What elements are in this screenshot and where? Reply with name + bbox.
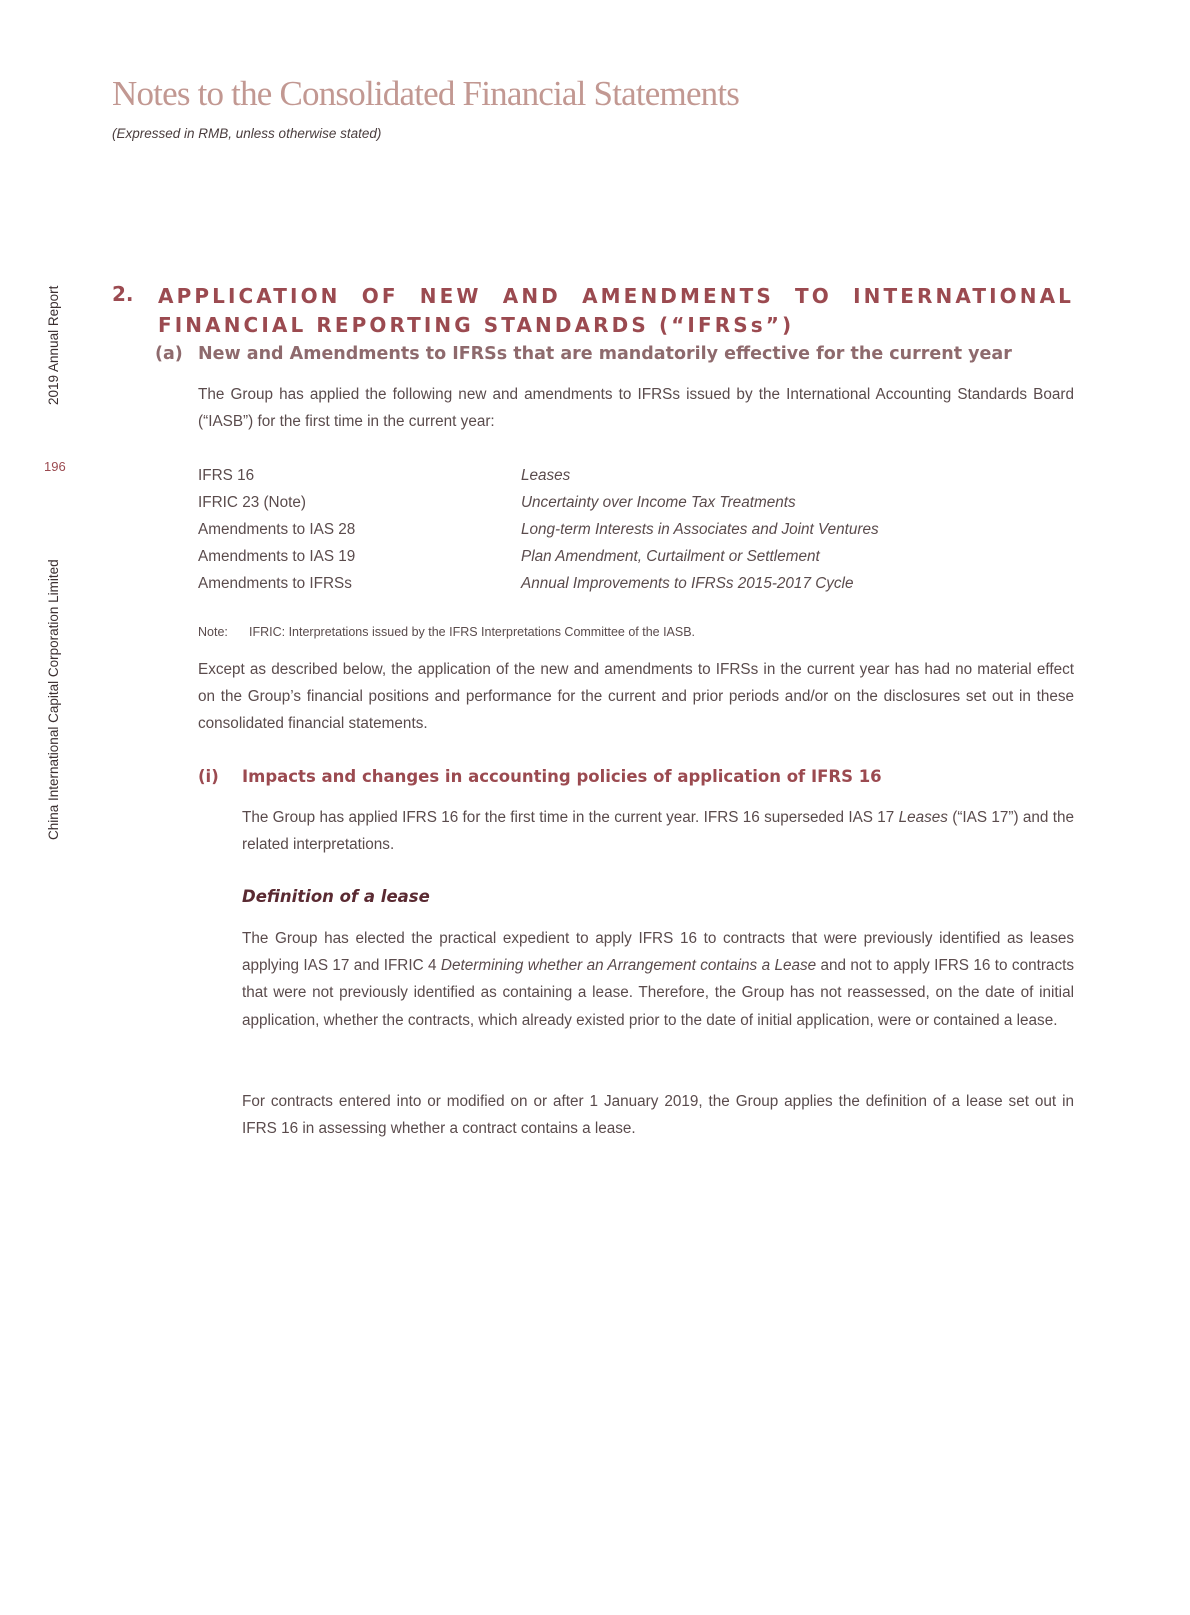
standard-name: Amendments to IAS 19 xyxy=(198,548,356,565)
list-item xyxy=(198,467,571,485)
standard-name: Amendments to IAS 28 xyxy=(198,521,356,538)
standard-title: Leases xyxy=(521,467,571,484)
subsection-a-title: New and Amendments to IFRSs that are mandatorily effective for the current year xyxy=(198,344,1012,364)
list-item xyxy=(198,548,820,566)
list-item xyxy=(198,494,796,512)
italic-term: Determining whether an Arrangement contains a Lease xyxy=(440,957,817,975)
effect-paragraph: Except as described below, the application of the new and amendments to IFRSs in the current year has had no material effect on the Group’s financial positions and performance for the current and prior periods and/or on the disclosures set out in these consolidated financial statements. xyxy=(198,661,1074,733)
page-subtitle: (Expressed in RMB, unless otherwise stated) xyxy=(112,126,382,141)
section-heading xyxy=(112,282,1074,340)
italic-term: Leases xyxy=(898,809,948,826)
practical-expedient-paragraph xyxy=(242,925,1074,1034)
subsection-a-heading xyxy=(155,344,1012,364)
page-number: 196 xyxy=(44,459,66,474)
subsection-i-label: (i) xyxy=(198,767,219,786)
company-name: China International Capital Corporation Limited xyxy=(46,559,61,840)
standard-title: Long-term Interests in Associates and Joint Ventures xyxy=(521,521,879,538)
standard-name: Amendments to IFRSs xyxy=(198,575,352,592)
section-number: 2. xyxy=(112,282,134,306)
subsection-i-heading xyxy=(198,767,882,786)
ifrs16-paragraph xyxy=(242,804,1074,858)
list-item xyxy=(198,575,854,593)
text-segment: (“IAS 17”) and the related interpretations. xyxy=(242,809,1074,854)
note xyxy=(198,625,696,639)
standard-name: IFRIC 23 (Note) xyxy=(198,494,306,511)
text-segment: The Group has applied IFRS 16 for the first time in the current year. IFRS 16 superseded IAS 17 xyxy=(242,809,899,826)
text-segment: The Group has elected the practical expedient to apply IFRS 16 to contracts that were previously identified as leases applying IAS 17 and IFRIC 4 xyxy=(242,930,1074,975)
report-label: 2019 Annual Report xyxy=(46,285,61,405)
contracts-paragraph: For contracts entered into or modified on or after 1 January 2019, the Group applies the definition of a lease set out in IFRS 16 in assessing whether a contract contains a lease. xyxy=(242,1093,1074,1138)
list-item xyxy=(198,521,879,539)
page-title: Notes to the Consolidated Financial Statements xyxy=(112,74,740,113)
definition-heading: Definition of a lease xyxy=(242,887,430,906)
standard-name: IFRS 16 xyxy=(198,467,255,484)
subsection-a-label: (a) xyxy=(155,344,183,364)
text-segment: and not to apply IFRS 16 to contracts that were not previously identified as containing a lease. Therefore, the Group has not reassessed, on the date of initial application, whether the contracts, which already existed prior to the date of initial application, were or contained a lease. xyxy=(242,957,1074,1029)
intro-paragraph: The Group has applied the following new and amendments to IFRSs issued by the International Accounting Standards Board (“IASB”) for the first time in the current year: xyxy=(198,386,1074,431)
section-title: APPLICATION OF NEW AND AMENDMENTS TO INTERNATIONAL FINANCIAL REPORTING STANDARDS (“IFRSs”) xyxy=(158,284,1074,337)
standard-title: Plan Amendment, Curtailment or Settlement xyxy=(521,548,820,565)
standard-title: Uncertainty over Income Tax Treatments xyxy=(521,494,796,511)
standard-title: Annual Improvements to IFRSs 2015-2017 Cycle xyxy=(521,575,854,592)
subsection-i-title: Impacts and changes in accounting policies of application of IFRS 16 xyxy=(242,767,882,786)
note-text: IFRIC: Interpretations issued by the IFRS Interpretations Committee of the IASB. xyxy=(249,625,696,639)
note-label: Note: xyxy=(198,625,228,639)
